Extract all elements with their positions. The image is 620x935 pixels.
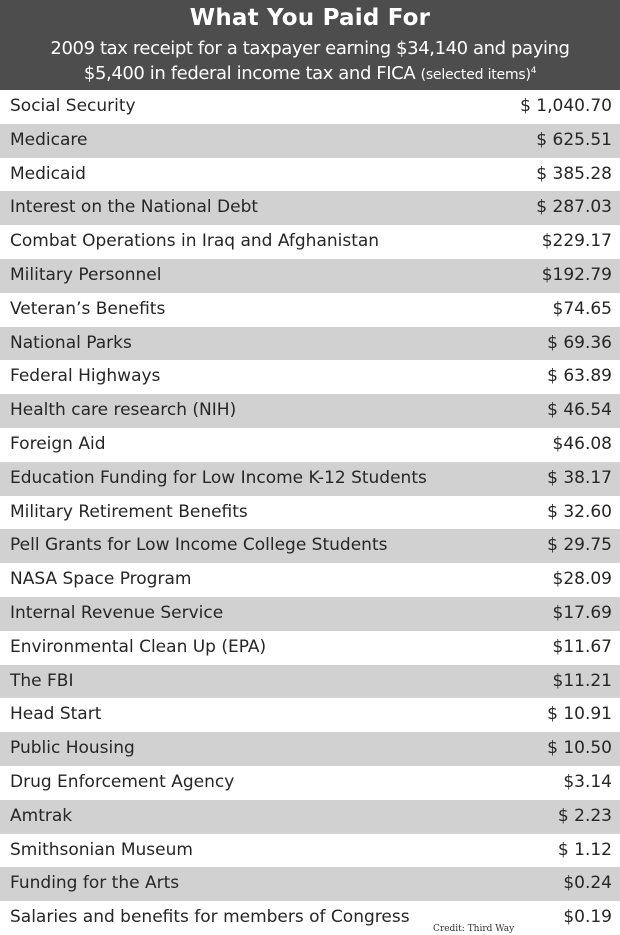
row-value: $ 69.36 [547,332,612,353]
header-banner [0,0,620,90]
row-label: Environmental Clean Up (EPA) [10,636,267,657]
row-label: Medicaid [10,163,86,184]
row-label: Veteran’s Benefits [10,298,166,319]
row-value: $ 10.50 [547,738,612,759]
table-row [0,90,620,124]
subtitle-line-2: $5,400 in federal income tax and FICA [83,63,416,84]
row-value: $ 625.51 [536,129,612,150]
table-row [0,293,620,327]
row-label: National Parks [10,332,132,353]
receipt-table [0,90,620,935]
table-row [0,800,620,834]
row-label: NASA Space Program [10,569,192,590]
table-row [0,665,620,699]
row-value: $ 46.54 [547,400,612,421]
row-value: $ 29.75 [547,535,612,556]
table-row [0,191,620,225]
row-value: $ 1.12 [557,839,612,860]
row-label: Salaries and benefits for members of Congress [10,907,410,928]
table-row [0,597,620,631]
row-label: Federal Highways [10,366,161,387]
row-label: Health care research (NIH) [10,400,237,421]
row-value: $74.65 [552,298,612,319]
row-label: Medicare [10,129,88,150]
table-row [0,529,620,563]
row-label: Drug Enforcement Agency [10,771,235,792]
row-label: Foreign Aid [10,433,106,454]
row-label: Social Security [10,96,136,116]
table-row [0,834,620,868]
row-value: $17.69 [552,602,612,623]
table-row [0,462,620,496]
row-value: $ 10.91 [547,704,612,725]
table-row [0,259,620,293]
row-value: $192.79 [541,264,612,285]
row-label: The FBI [10,670,74,691]
credit-line: Credit: Third Way [433,924,515,934]
subtitle-note: (selected items) [420,67,531,83]
row-value: $ 63.89 [547,366,612,387]
table-row [0,631,620,665]
subtitle-line-1: 2009 tax receipt for a taxpayer earning $34,140 and paying [50,38,570,59]
table-row [0,766,620,800]
row-value: $11.21 [552,670,612,691]
row-label: Combat Operations in Iraq and Afghanistan [10,231,380,252]
row-label: Military Retirement Benefits [10,501,248,522]
table-row [0,732,620,766]
row-value: $ 32.60 [547,501,612,522]
table-row [0,428,620,462]
row-label: Pell Grants for Low Income College Students [10,535,388,556]
row-value: $ 287.03 [536,197,612,218]
row-label: Interest on the National Debt [10,197,259,218]
table-row [0,563,620,597]
row-value: $ 385.28 [536,163,612,184]
table-row [0,394,620,428]
row-value: $3.14 [563,771,612,792]
footnote-mark: 4 [530,66,537,76]
row-value: $ 1,040.70 [520,96,612,116]
table-row [0,901,620,935]
row-label: Education Funding for Low Income K-12 Students [10,467,427,488]
row-value: $28.09 [552,569,612,590]
row-label: Funding for the Arts [10,873,180,894]
table-row [0,698,620,732]
table-row [0,360,620,394]
table-row [0,327,620,361]
table-row [0,867,620,901]
table-row [0,225,620,259]
row-value: $229.17 [541,231,612,252]
row-label: Internal Revenue Service [10,602,224,623]
row-value: $46.08 [552,433,612,454]
row-value: $0.19 [563,907,612,928]
table-row [0,124,620,158]
page-title: What You Paid For [189,5,431,31]
row-label: Military Personnel [10,264,162,285]
table-row [0,158,620,192]
row-label: Public Housing [10,738,135,759]
row-value: $ 2.23 [557,805,612,826]
row-label: Head Start [10,704,102,725]
page-subtitle [0,36,620,88]
row-value: $ 38.17 [547,467,612,488]
row-value: $11.67 [552,636,612,657]
row-label: Smithsonian Museum [10,839,193,860]
row-label: Amtrak [10,805,73,826]
table-row [0,496,620,530]
row-value: $0.24 [563,873,612,894]
